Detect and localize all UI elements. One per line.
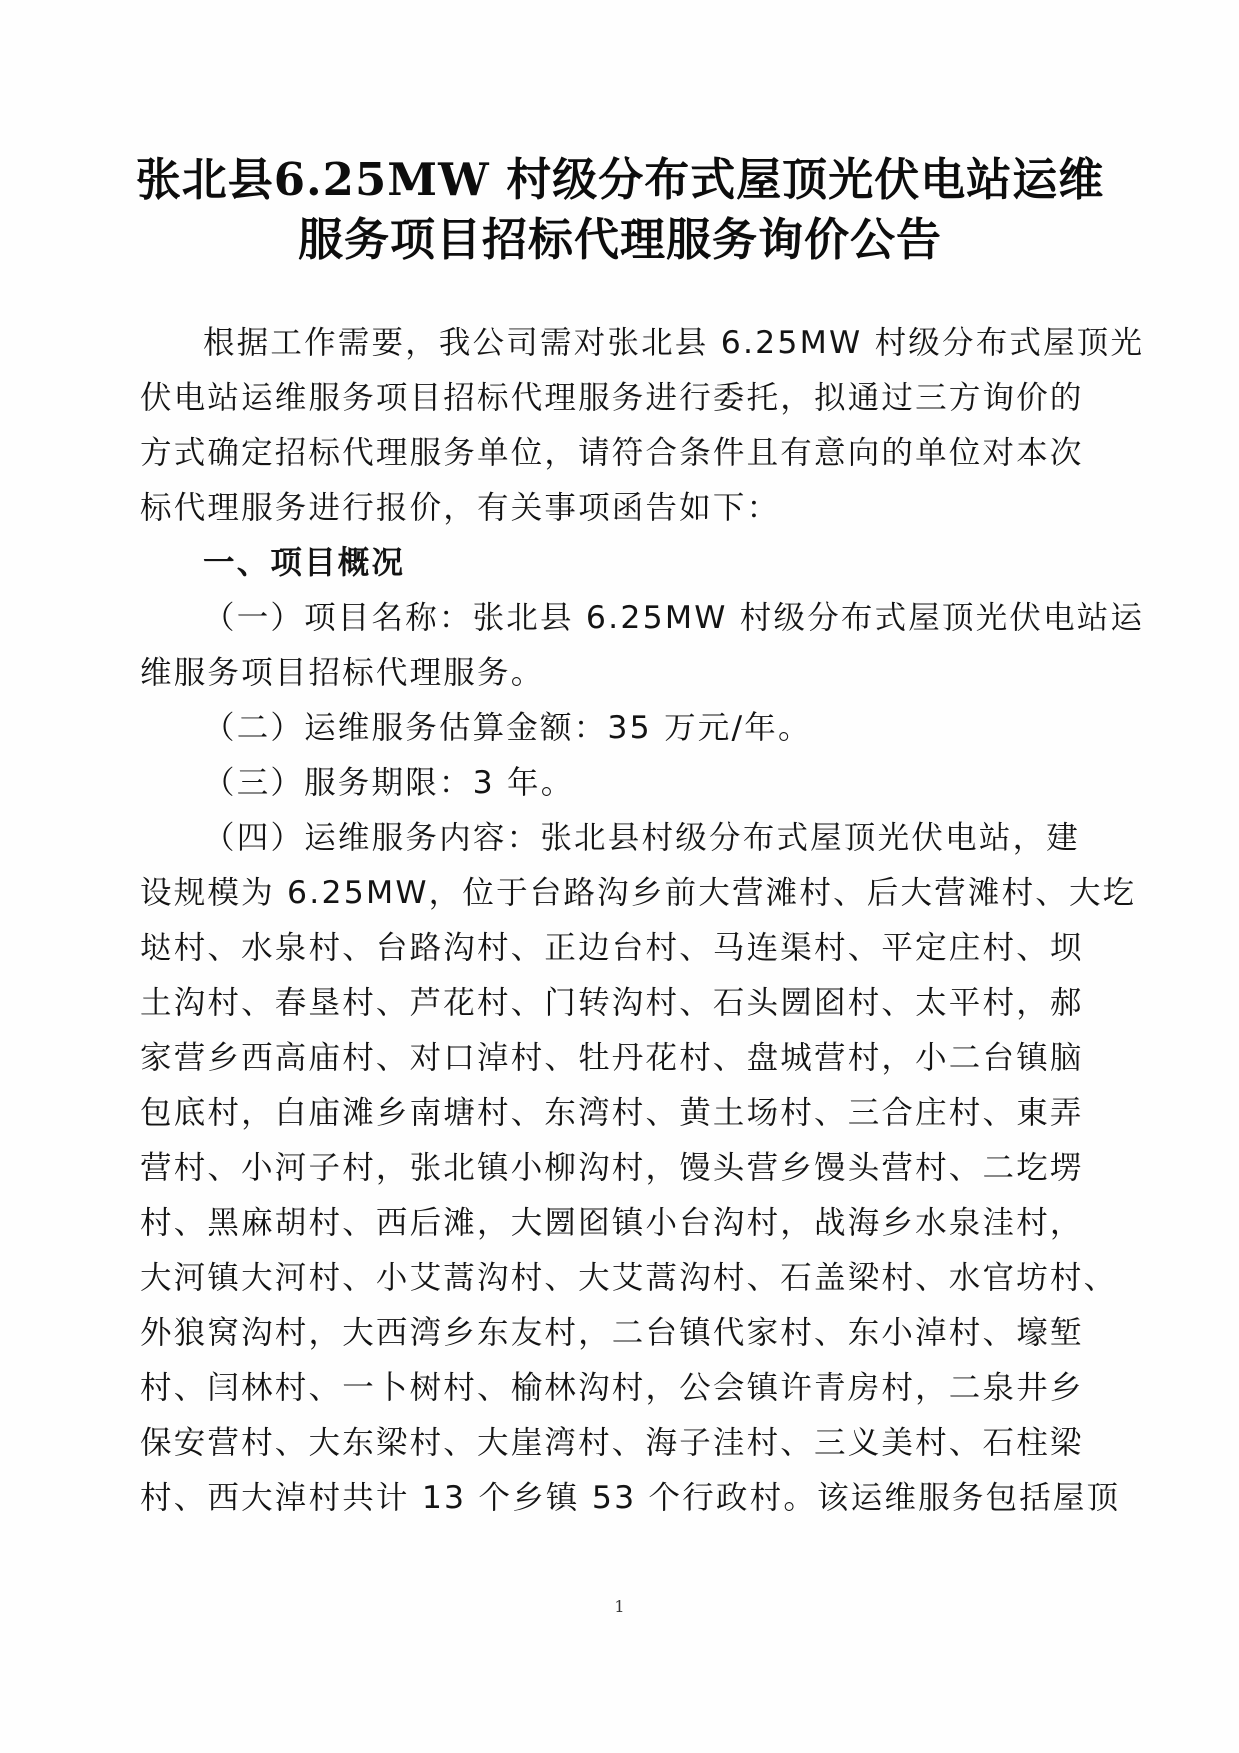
intro-line: 方式确定招标代理服务单位，请符合条件且有意向的单位对本次	[140, 435, 1084, 471]
item-4-line: （四）运维服务内容：张北县村级分布式屋顶光伏电站，建	[203, 820, 1080, 856]
section-heading: 一、项目概况	[203, 545, 406, 581]
item-4-line: 村、西大淖村共计 13 个乡镇 53 个行政村。该运维服务包括屋顶	[140, 1480, 1121, 1516]
item-4-line: 保安营村、大东梁村、大崖湾村、海子洼村、三义美村、石柱梁	[140, 1425, 1084, 1461]
item-4-line: 土沟村、春垦村、芦花村、门转沟村、石头圐囵村、太平村，郝	[140, 985, 1084, 1021]
item-4-line: 营村、小河子村，张北镇小柳沟村，馒头营乡馒头营村、二圪塄	[140, 1150, 1084, 1186]
document-title-line-1: 张北县6.25MW 村级分布式屋顶光伏电站运维	[135, 153, 1105, 206]
item-1-line: 维服务项目招标代理服务。	[140, 655, 545, 691]
item-4-line: 垯村、水泉村、台路沟村、正边台村、马连渠村、平定庄村、坝	[140, 930, 1084, 966]
item-4-line: 村、黑麻胡村、西后滩，大圐囵镇小台沟村，战海乡水泉洼村，	[140, 1205, 1084, 1241]
item-4-line: 设规模为 6.25MW，位于台路沟乡前大营滩村、后大营滩村、大圪	[140, 875, 1137, 911]
item-4-line: 家营乡西高庙村、对口淖村、牡丹花村、盘城营村，小二台镇脑	[140, 1040, 1084, 1076]
item-4-line: 包底村，白庙滩乡南塘村、东湾村、黄土场村、三合庄村、東弄	[140, 1095, 1084, 1131]
item-4-line: 外狼窝沟村，大西湾乡东友村，二台镇代家村、东小淖村、壕堑	[140, 1315, 1084, 1351]
page-number: 1	[614, 1597, 625, 1616]
item-3: （三）服务期限：3 年。	[203, 765, 575, 801]
document-title-line-2: 服务项目招标代理服务询价公告	[297, 213, 942, 266]
intro-line: 标代理服务进行报价，有关事项函告如下：	[140, 490, 781, 526]
item-2: （二）运维服务估算金额：35 万元/年。	[203, 710, 812, 746]
item-4-line: 村、闫林村、一卜树村、榆林沟村，公会镇许青房村，二泉井乡	[140, 1370, 1084, 1406]
intro-line: 伏电站运维服务项目招标代理服务进行委托，拟通过三方询价的	[140, 380, 1084, 416]
item-4-line: 大河镇大河村、小艾蒿沟村、大艾蒿沟村、石盖梁村、水官坊村、	[140, 1260, 1118, 1296]
intro-line: 根据工作需要，我公司需对张北县 6.25MW 村级分布式屋顶光	[203, 325, 1145, 361]
item-1-line: （一）项目名称：张北县 6.25MW 村级分布式屋顶光伏电站运	[203, 600, 1145, 636]
